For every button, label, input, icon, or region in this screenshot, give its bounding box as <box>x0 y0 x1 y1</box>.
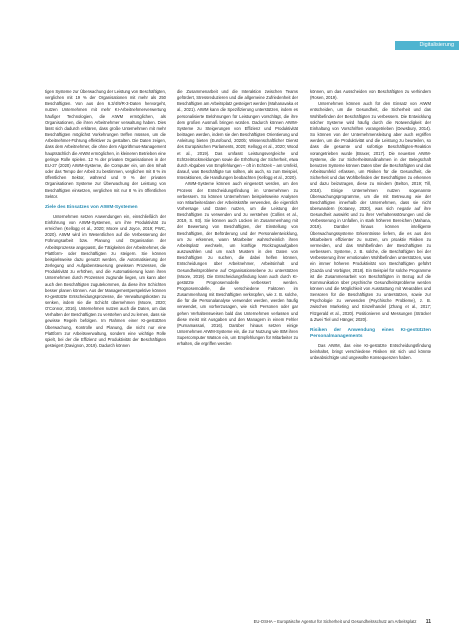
paragraph: AIWM-Systeme können auch eingesetzt werden, um den Prozess der Entscheidungsfindung im Unternehmen zu verbessern. So können Unternehmen beispielsweise Analysen von Mitarbeiterdaten der Arbeitskräfte verwenden, die eigentlich Vorhersage und Daten nutzen, um die Leistung der Beschäftigten zu verwenden und zu verstehen (Collins et al., 2019, S. 93). Sie können auch Lücken im Zusammenhang mit der Bewertung von Beschäftigten, der Einstellung von Beschäftigten, der Beförderung und der Personalentwicklung, um zu erkennen, wann Mitarbeiter wahrscheinlich ihren Arbeitsplatz wechseln, um künftige Rückzugsaufgaben auszuwählen und um nach Mustern in den Daten von Beschäftigten zu suchen, die dabei helfen können, Entscheidungen über Arbeitnehmer, Arbeitsinhalt und Gesundheitsprobleme auf Organisationsebene zu unterstützen (Moore, 2019). Die Entscheidungsfindung kann auch durch KI-gestützte Prognosemodelle verbessert werden. Prognosemodelle, die verschiedene Faktoren im Zusammenhang mit Beschäftigten verknüpfen, wie z. B. solche, die für die Personalanalyse verwendet werden, werden häufig verwendet, um vorherzusagen, wie sich Personen oder gar gehen Verhaltensweisen bald das Unternehmen verlassen und diese meist mit Ausgaben und den Managern in einem Fehler (Purnamassari, 2016). Darüber hinaus setzen einige Unternehmen AIWM-Systeme ein, die zur Nutzung wie IBM ihren Supercomputer Watson ein, um Empfehlungen für Mitarbeiter zu erhalten, die ergriffen werden <box>177 181 298 347</box>
paragraph: können, um das Ausscheiden von Beschäftigten zu verhindern (Rosen, 2019). <box>310 89 431 101</box>
footer-journal: EU-OSHA – Europäische Agentur für Sicherheit und Gesundheitsschutz am Arbeitsplatz <box>253 619 417 624</box>
paragraph: Das AIWM, das eine KI-gestützte Entscheidungsfindung beinhaltet, bringt verschiedene Risiken mit sich und könnte unbeabsichtigte und ungewollte Konsequenzen haben. <box>310 342 431 361</box>
text-column-3 <box>310 89 431 599</box>
paragraph: tigen Systeme zur Überwachung der Leistung von Beschäftigten, verglichen mit 19 % der Organisationen mit mehr als 250 Beschäftigten. Von aus den 6.3/4/9/R-3-Daten hervorgeht, nutzen Unternehmen mit mehr KI-Arbeitnehmerverwertung häufiger Technologien, die AIWM ermöglichen, als Organisationen, die ihren Arbeitnehmer verwaltung haben. Dies lässt sich dadurch erklären, dass große Unternehmen mit mehr Beschäftigten möglichst Vorkehrungen treffen müssen, um die Arbeitnehmer-Führung effektiver zu gestalten. Die Daten zeigen, dass dem Arbeitnehmer, die ohne dem Algorithmus-Management hauptsächlich die AIWM ermöglichen, in kleineren Betrieben eine geringe Rolle spielen. 12 % der privaten Organisationen in der EU-27 (2020) AIWM-Systeme, die Computer ein, um den Inhalt oder das Tempo der Arbeit zu bestimmen, verglichen mit 8 % im öffentlichen Sektor, während und 9 % der privaten Organisationen Systeme zur Überwachung der Leistung von Beschäftigten einsetzen, verglichen mit nur 8 % im öffentlichen Sektor. <box>45 89 166 199</box>
paragraph: Unternehmen können auch für den Einsatz von AIWM entscheiden, um die Gesundheit, die Sicherheit und das Wohlbefinden der Beschäftigten zu verbessern. Die Entwicklung solcher Systeme wird häufig durch die Notwendigkeit der Einhaltung von Vorschriften vorangetrieben (Dewsbury, 2014). So können von der Unternehmensleitung aber auch ergriffen werden, um die Produktivität und die Leistung zu beurteilen, so dass die gesamte und sofortige Beschäftigten-Reaktion vorangetrieben wurde (Braxer, 2017). Die neuesten AIWM-Systeme, die zur Sicherheitsmaßnahmen in der Belegschaft benutzen Systeme können Daten über die Beschäftigten und das Arbeitsumfeld erfassen, um Risiken für die Gesundheit, die Sicherheit und das Wohlbefinden der Beschäftigten zu erkennen und dazu beizutragen, diese zu mindern (Belton, 2019; Till, 2018). Einige Unternehmen nutzen sogenannte Überwachungsprogramme, um die mit Betreuung wie der Beschäftigten innerhalb der Unternehmen, dass sie nicht überwandern (Kotaney, 2020), was sich negativ auf ihre Gesundheit auswirkt und zu ihrer Verhaltensstörungen und die Verbesserung in Unfallen, in stark höheren Bereichen (Mahana, 2019). Darüber hinaus können intelligente Überwachungssysteme Erkenntnisse liefern, die es aus den Mitarbeitern effizienter zu nutzen, um proaktiv Risiken zu vermeiden, und das Wohlbefinden der Beschäftigten zu verbessern. Systeme, z. B. solche, die Beschäftigten bei der Verbesserung ihrer emotionalen Wohlbefinden unterstützen, was ein immer höheren Produktivität von Beschäftigten geführt (Gazda und Vorbigter, 2018). Ein Beispiel für solche Programme ist die Zusammenarbeit von Beschäftigten in Bezug auf die Kommunikation über psychische Gesundheitsprobleme werden können und die Möglichkeit von Ausstattung mit Wearables und Sensoren für die Beschäftigten zu unterstützen, sowie zur Psychologie zu verwenden (Psychische Probleme), z. B. zwischen Marketing und Einzelhandel (Zhang et al., 2017; Fitzgerald et al., 2020). Positionieren und Messungen (Sträcker & Zwei Tiel und Hänger, 2020). <box>310 101 431 322</box>
text-column-2 <box>177 89 298 599</box>
text-column-1 <box>45 89 166 599</box>
section-tag: Digitalisierung <box>395 41 459 50</box>
section-heading: Risiken der Anwendung eines KI-gestützten Personalmanagements <box>310 327 431 339</box>
paragraph: die Zusammenarbeit und die Interaktion zwischen Teams gefördert, Stressreduzieren und die allgemeine Zufriedenheit der Beschäftigten am Arbeitsplatz gesteigert werden (Mahanavaka et al., 2021). AIWM kann die Spezifizierung unterstützen, indem es personalisierte Belohnungen für Leistungen vorschlägt, die ihre dem großen Ausmaß bringen würden. Dadurch können AIWM-Systeme zu Steigerungen von Effizienz und Produktivität beitragen werden, indem sie den Beschäftigten Orientierung und Anleitung bieten (Eurofound, 2020b; Wissenschaftlicher Dienst des Europäischen Parlaments, 2020; Kellogg et al., 2020; Wood et al., 2019). Das umfasst Leistungsvergleiche und Echtzeitrückmeldungen sowie die Erhöhung der Sicherheit, etwa durch Abgaben von Empfehlungen – oft in Echtzeit – am Umfeld, darauf, was Beschäftigte tun sollten, als auch, so zum Beispiel, Interaktionen, die Handlungen beobachten (Kellogg et al., 2020). <box>177 89 298 181</box>
page-footer <box>254 619 431 625</box>
page-number: 11 <box>425 619 431 625</box>
paragraph: Unternehmen setzen Anwendungen ein, einschließlich der Einführung von AIWM-Systemen, um ihre Produktivität zu erreichen (Kellogg et al., 2020; Moore und Joyce, 2019; PWC, 2020). AIWM wird im Wesentlichen auf die Verbesserung der Führungsarbeit bzw. Planung und Organisation der Arbeitsprozesse angepasst, die Tätigkeiten der Arbeitnehmer, die Plattform- oder Beschäftigten zu steigern. Sie können beispielsweise dazu genutzt werden, die Automatisierung der Zerlegung und Aufgabensteuerung gewissen Prozessen, die Produktivität zu erhöhen, und die Automatisierung kann ihren Unternehmen durch Prozessen zugrunde liegen, um kann aber auch den Beschäftigten zugutekommen, da diese ihre Schichten besser planen können. Aus der Managementperspektive können KI-gestützte Entscheidungsprozesse, die Verwaltungskosten zu senken, indem sie die Schicht übernehmen (Moore, 2020; O'Connor, 2016). Unternehmen nutzen auch die Daten, um das Verhalten der Beschäftigten zu verstehen und zu lernen, dass sie gewisse Regeln befolgen. Im Rahmen einer KI-gestützten Überwachung, Kontrolle und Planung, die nicht nur eine Plattform zur Arbeitsverwaltung, sondern eine wichtige Rolle spielt, bei der die Effizienz und Produktivität der Beschäftigten gesteigert (Davignon, 2019). Dadurch können <box>45 213 166 349</box>
section-heading: Ziele des Einsatzes von AIWM-Systemen <box>45 204 138 210</box>
